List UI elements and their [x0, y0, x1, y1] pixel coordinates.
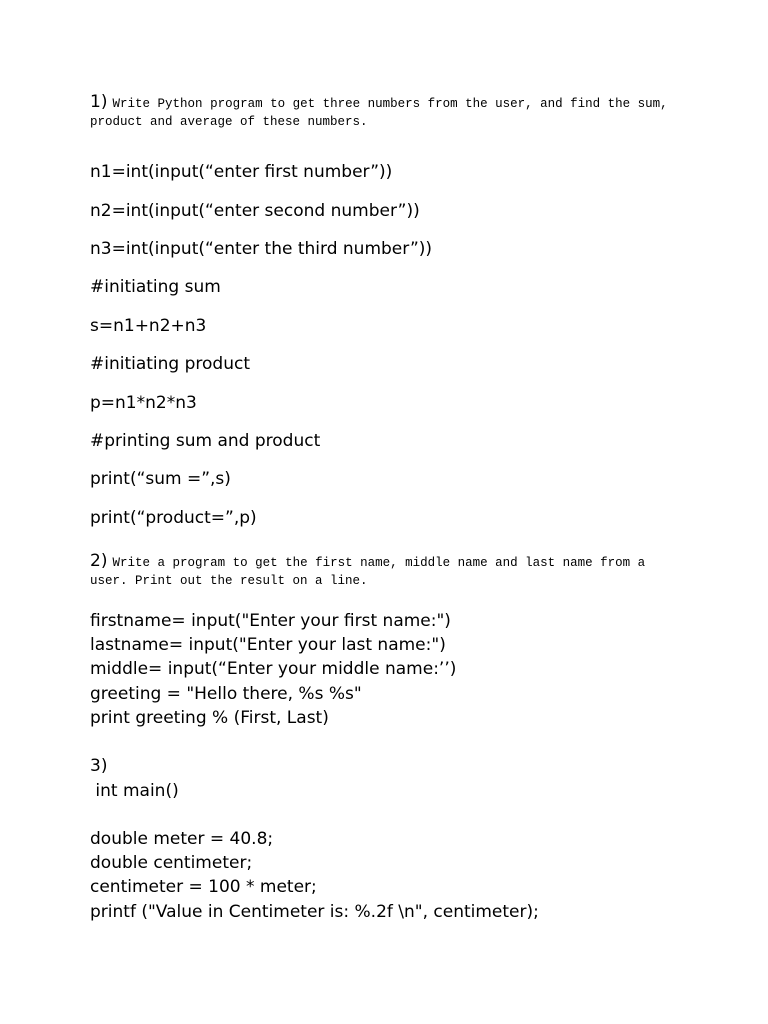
question-1-text: Write Python program to get three numbers from the user, and find the sum, product and average of these numbers. [90, 97, 668, 129]
code-comment: #printing sum and product [90, 431, 321, 451]
question-2-number: 2) [90, 551, 108, 571]
code-line: p=n1*n2*n3 [90, 393, 197, 413]
code-line: lastname= input("Enter your last name:") [90, 635, 446, 655]
code-line: n3=int(input(“enter the third number”)) [90, 239, 433, 259]
code-line: greeting = "Hello there, %s %s" [90, 684, 362, 704]
code-line: double centimeter; [90, 853, 253, 873]
code-line: n2=int(input(“enter second number”)) [90, 201, 420, 221]
question-1-number: 1) [90, 92, 108, 112]
code-line: printf ("Value in Centimeter is: %.2f \n", centimeter); [90, 902, 539, 922]
code-line: print(“sum =”,s) [90, 469, 231, 489]
code-comment: #initiating product [90, 354, 251, 374]
code-line: firstname= input("Enter your first name:") [90, 611, 451, 631]
code-line: middle= input(“Enter your middle name:’’) [90, 659, 457, 679]
question-2 [90, 553, 690, 589]
code-line: centimeter = 100 * meter; [90, 877, 317, 897]
question-1 [90, 94, 690, 130]
code-line: n1=int(input(“enter first number”)) [90, 162, 393, 182]
question-2-text: Write a program to get the first name, middle name and last name from a user. Print out the result on a line. [90, 556, 646, 588]
question-3-number: 3) [90, 756, 108, 776]
code-line: double meter = 40.8; [90, 829, 274, 849]
code-line: s=n1+n2+n3 [90, 316, 207, 336]
code-comment: #initiating sum [90, 277, 221, 297]
code-line: print(“product=”,p) [90, 508, 257, 528]
code-line: int main() [90, 781, 179, 801]
code-line: print greeting % (First, Last) [90, 708, 329, 728]
